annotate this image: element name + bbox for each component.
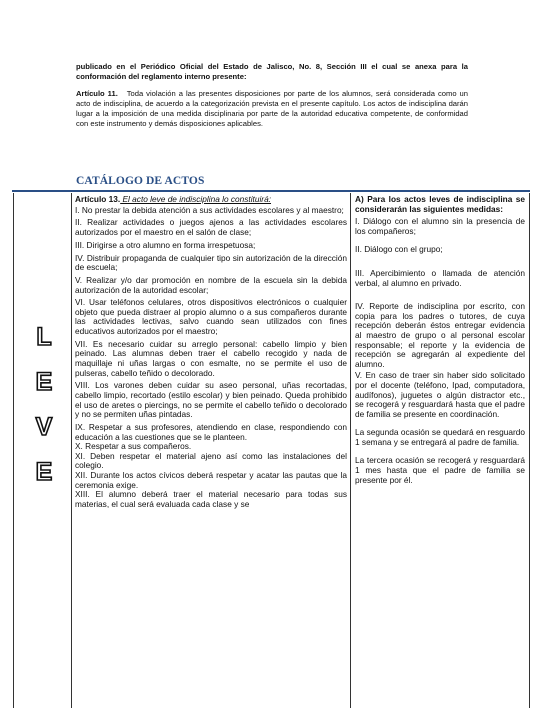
measure-item: IV. Reporte de indisciplina por escrito, con copia para los padres o tutores, de cuya recepción deberán éstos entregar evidencia al maestro de grupo o al personal escolar responsable; el reporte y la evidencia de recepción se agregarán al expediente del alumno.	[355, 301, 525, 369]
article-13-label: Artículo 13.	[75, 194, 121, 204]
act-item: X. Respetar a sus compañeros.	[75, 441, 192, 452]
section-title: CATÁLOGO DE ACTOS	[76, 175, 205, 187]
act-item: IV. Distribuir propaganda de cualquier tipo sin autorización de la dirección de escuela;	[75, 252, 347, 273]
letter-v: V	[35, 413, 53, 441]
measure-item: V. En caso de traer sin haber sido solicitado por el docente (teléfono, Ipad, computadora, audífonos), juguetes o algún distractor etc., se recogerá y resguardará hasta que el padre de familia se presente en coordinación.	[355, 370, 525, 419]
intro-text	[76, 62, 468, 136]
act-item: VIII. Los varones deben cuidar su aseo personal, uñas recortadas, cabello limpio, recortado (estilo escolar) y bien peinado. Queda prohibido el uso de aretes o piercings, no se permite el cabello teñido o decolorado y no se permiten uñas pintadas.	[75, 380, 347, 420]
measure-item: I. Diálogo con el alumno sin la presencia de los compañeros;	[355, 216, 525, 236]
act-item: XI. Deben respetar el material ajeno así como las instalaciones del colegio.	[75, 450, 347, 471]
letter-l: L	[36, 323, 52, 351]
letter-e2: E	[35, 458, 53, 486]
act-item: XII. Durante los actos cívicos deberá respetar y acatar las pautas que la ceremonia exige.	[75, 469, 347, 490]
article-11-text: Toda violación a las presentes disposiciones por parte de los alumnos, será considerada como un acto de indisciplina, de acuerdo a la categorización prevista en el presente capítulo. Los actos de indisciplina darán lugar a la imposición de una medida disciplinaria por parte de la autoridad educativa competente, de conformidad con este instrumento y demás disposiciones aplicables.	[76, 89, 468, 128]
article-13-title: El acto leve de indisciplina lo constituirá:	[120, 194, 271, 204]
acts-column	[71, 193, 351, 708]
act-item: III. Dirigirse a otro alumno en forma irrespetuosa;	[75, 239, 256, 250]
act-item: II. Realizar actividades o juegos ajenos a las actividades escolares autorizados por el maestro en el salón de clase;	[75, 217, 347, 237]
category-column	[14, 193, 72, 708]
article-13-heading	[75, 195, 347, 205]
act-item: XIII. El alumno deberá traer el material necesario para todas sus materias, el cual será evaluada cada clase y se	[75, 489, 347, 509]
intro-line: publicado en el Periódico Oficial del Estado de Jalisco, No. 8, Sección III el cual se anexa para la conformación del reglamento interno presente:	[76, 62, 468, 81]
letter-e1: E	[35, 368, 53, 396]
measures-heading: A) Para los actos leves de indisciplina se considerarán las siguientes medidas:	[355, 194, 525, 214]
measures-column	[350, 193, 530, 708]
act-item: I. No prestar la debida atención a sus actividades escolares y al maestro;	[75, 204, 344, 215]
measure-item: III. Apercibimiento o llamada de atención verbal, al alumno en privado.	[355, 267, 525, 288]
category-letters	[29, 315, 59, 495]
article-11-label: Artículo 11.	[76, 89, 118, 98]
act-item: VII. Es necesario cuidar su arreglo personal: cabello limpio y bien peinado. Las alumnas deben traer el cabello recogido y nada de maquillaje ni uñas largas o con esmalte, no se permite el uso de pulseras, cabello teñido o decolorado.	[75, 338, 347, 378]
measure-item: II. Diálogo con el grupo;	[355, 244, 443, 255]
article-11	[76, 89, 468, 129]
measure-item: La tercera ocasión se recogerá y resguardará 1 mes hasta que el padre de familia se presente por él.	[355, 455, 525, 485]
measure-item: La segunda ocasión se quedará en resguardo 1 semana y se entregará al padre de familia.	[355, 427, 525, 447]
act-item: V. Realizar y/o dar promoción en nombre de la escuela sin la debida autorización de la autoridad escolar;	[75, 274, 347, 295]
act-item: VI. Usar teléfonos celulares, otros dispositivos electrónicos o cualquier objeto que pueda distraer al propio alumno o a sus compañeros durante las actividades lectivas, salvo cuando sean utilizados con fines educativos autorizados por el maestro;	[75, 297, 347, 337]
acts-table	[13, 193, 530, 708]
section-rule	[12, 190, 530, 192]
act-item: IX. Respetar a sus profesores, atendiendo en clase, respondiendo con educación a las cuestiones que se le planteen.	[75, 421, 347, 442]
